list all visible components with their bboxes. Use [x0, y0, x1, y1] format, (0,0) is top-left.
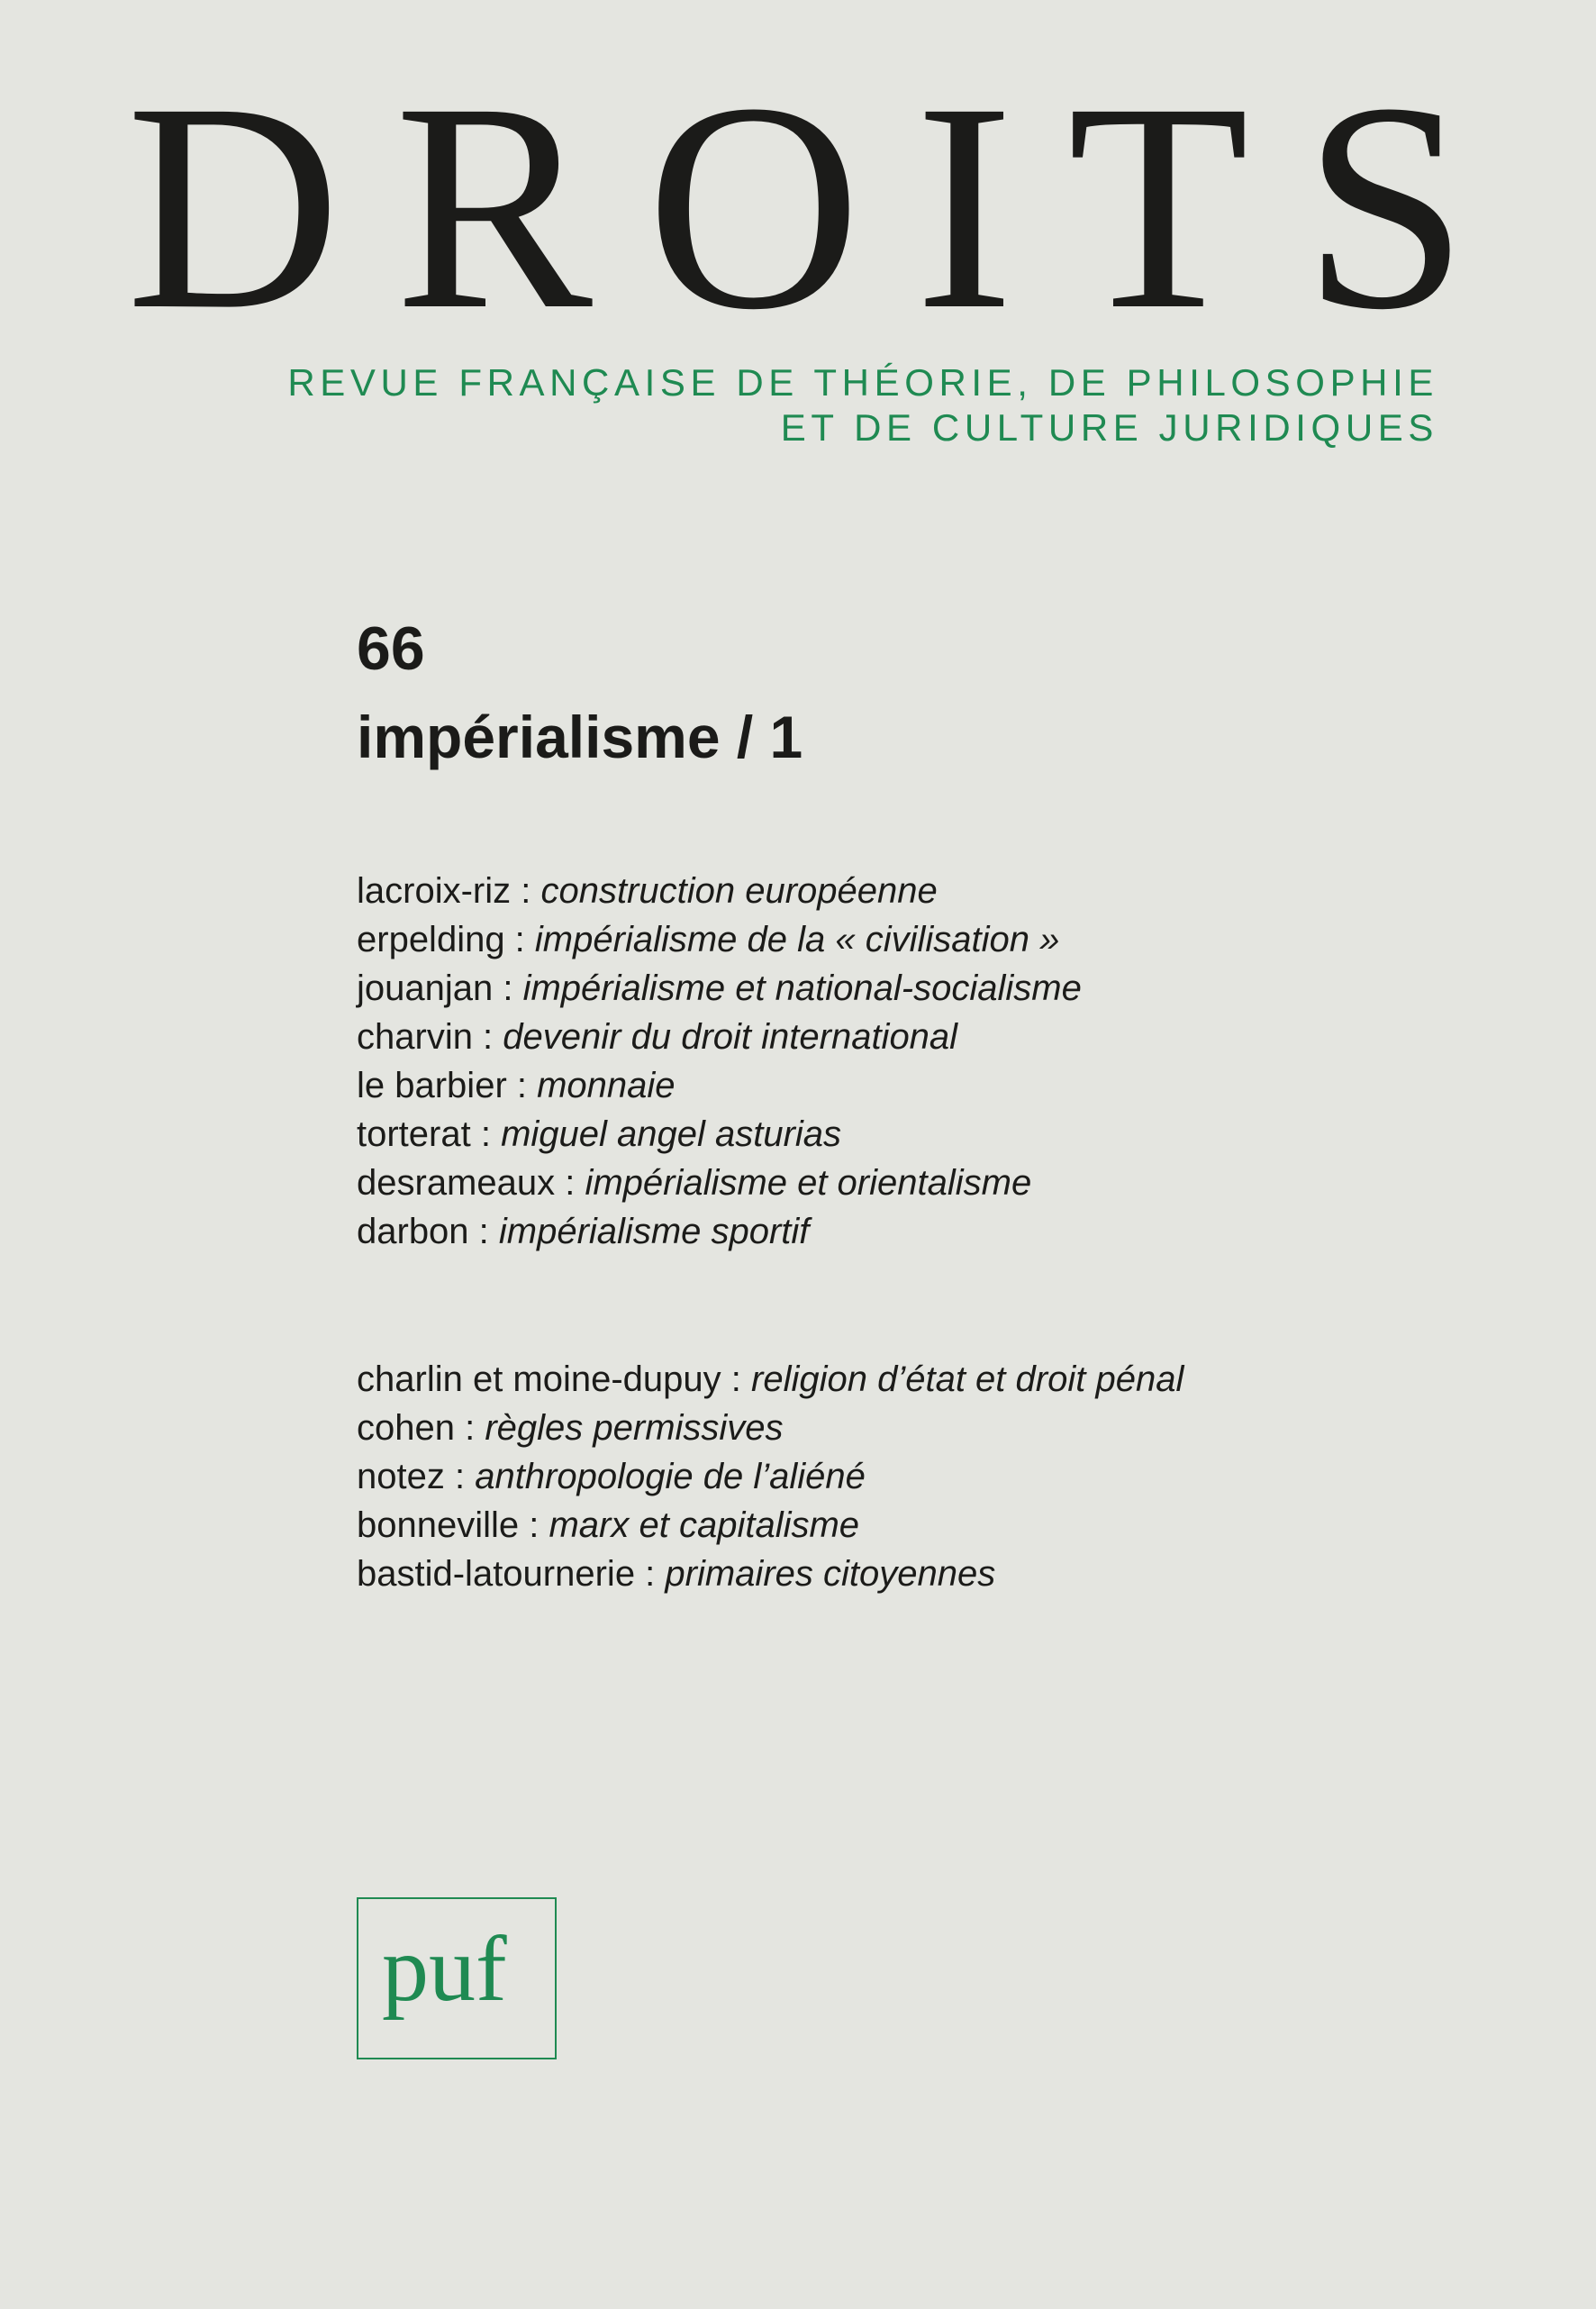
contents-entry	[357, 1159, 1082, 1207]
title-letter: O	[646, 42, 862, 371]
entry-author: bonneville :	[357, 1505, 549, 1545]
title-letter: S	[1302, 42, 1468, 371]
entry-author: notez :	[357, 1457, 476, 1496]
title-letter: T	[1067, 42, 1249, 371]
entry-author: charvin :	[357, 1017, 503, 1057]
subtitle-line-1: REVUE FRANÇAISE DE THÉORIE, DE PHILOSOPHIE	[287, 361, 1438, 404]
title-letter: I	[914, 42, 1014, 371]
contents-entry	[357, 1013, 1082, 1061]
contents-entry	[357, 867, 1082, 915]
entry-topic: marx et capitalisme	[549, 1505, 860, 1545]
journal-subtitle	[287, 360, 1438, 450]
contents-entry	[357, 1207, 1082, 1256]
contents-list-varia	[357, 1355, 1183, 1598]
contents-entry	[357, 1061, 1082, 1110]
entry-author: desrameaux :	[357, 1163, 585, 1203]
contents-entry	[357, 1550, 1183, 1598]
entry-author: jouanjan :	[357, 968, 523, 1008]
contents-entry	[357, 964, 1082, 1013]
title-letter: D	[126, 42, 341, 371]
issue-theme: impérialisme / 1	[357, 704, 803, 770]
contents-entry	[357, 1110, 1082, 1159]
entry-author: cohen :	[357, 1408, 485, 1448]
issue-number: 66	[357, 614, 425, 683]
contents-entry	[357, 1404, 1183, 1452]
publisher-logo	[357, 1897, 557, 2059]
entry-topic: miguel angel asturias	[501, 1114, 842, 1154]
entry-topic: devenir du droit international	[503, 1017, 958, 1057]
entry-author: torterat :	[357, 1114, 502, 1154]
entry-topic: impérialisme sportif	[498, 1212, 810, 1251]
contents-entry	[357, 1355, 1183, 1404]
journal-title	[126, 42, 1468, 371]
entry-topic: impérialisme de la « civilisation »	[534, 920, 1060, 959]
entry-author: darbon :	[357, 1212, 499, 1251]
subtitle-line-2: ET DE CULTURE JURIDIQUES	[780, 406, 1438, 449]
entry-topic: primaires citoyennes	[665, 1554, 996, 1594]
entry-author: le barbier :	[357, 1066, 538, 1105]
entry-author: erpelding :	[357, 920, 535, 959]
title-letter: R	[394, 42, 594, 371]
contents-entry	[357, 1452, 1183, 1501]
entry-topic: impérialisme et national-socialisme	[522, 968, 1082, 1008]
entry-topic: construction européenne	[540, 871, 938, 911]
entry-topic: monnaie	[537, 1066, 676, 1105]
entry-topic: anthropologie de l’aliéné	[475, 1457, 866, 1496]
contents-entry	[357, 915, 1082, 964]
publisher-logo-text: puf	[382, 1917, 507, 2021]
contents-entry	[357, 1501, 1183, 1550]
entry-topic: impérialisme et orientalisme	[585, 1163, 1032, 1203]
entry-topic: règles permissives	[485, 1408, 784, 1448]
contents-list-themed	[357, 867, 1082, 1256]
entry-topic: religion d’état et droit pénal	[751, 1359, 1184, 1399]
entry-author: lacroix-riz :	[357, 871, 541, 911]
entry-author: bastid-latournerie :	[357, 1554, 666, 1594]
entry-author: charlin et moine-dupuy :	[357, 1359, 752, 1399]
